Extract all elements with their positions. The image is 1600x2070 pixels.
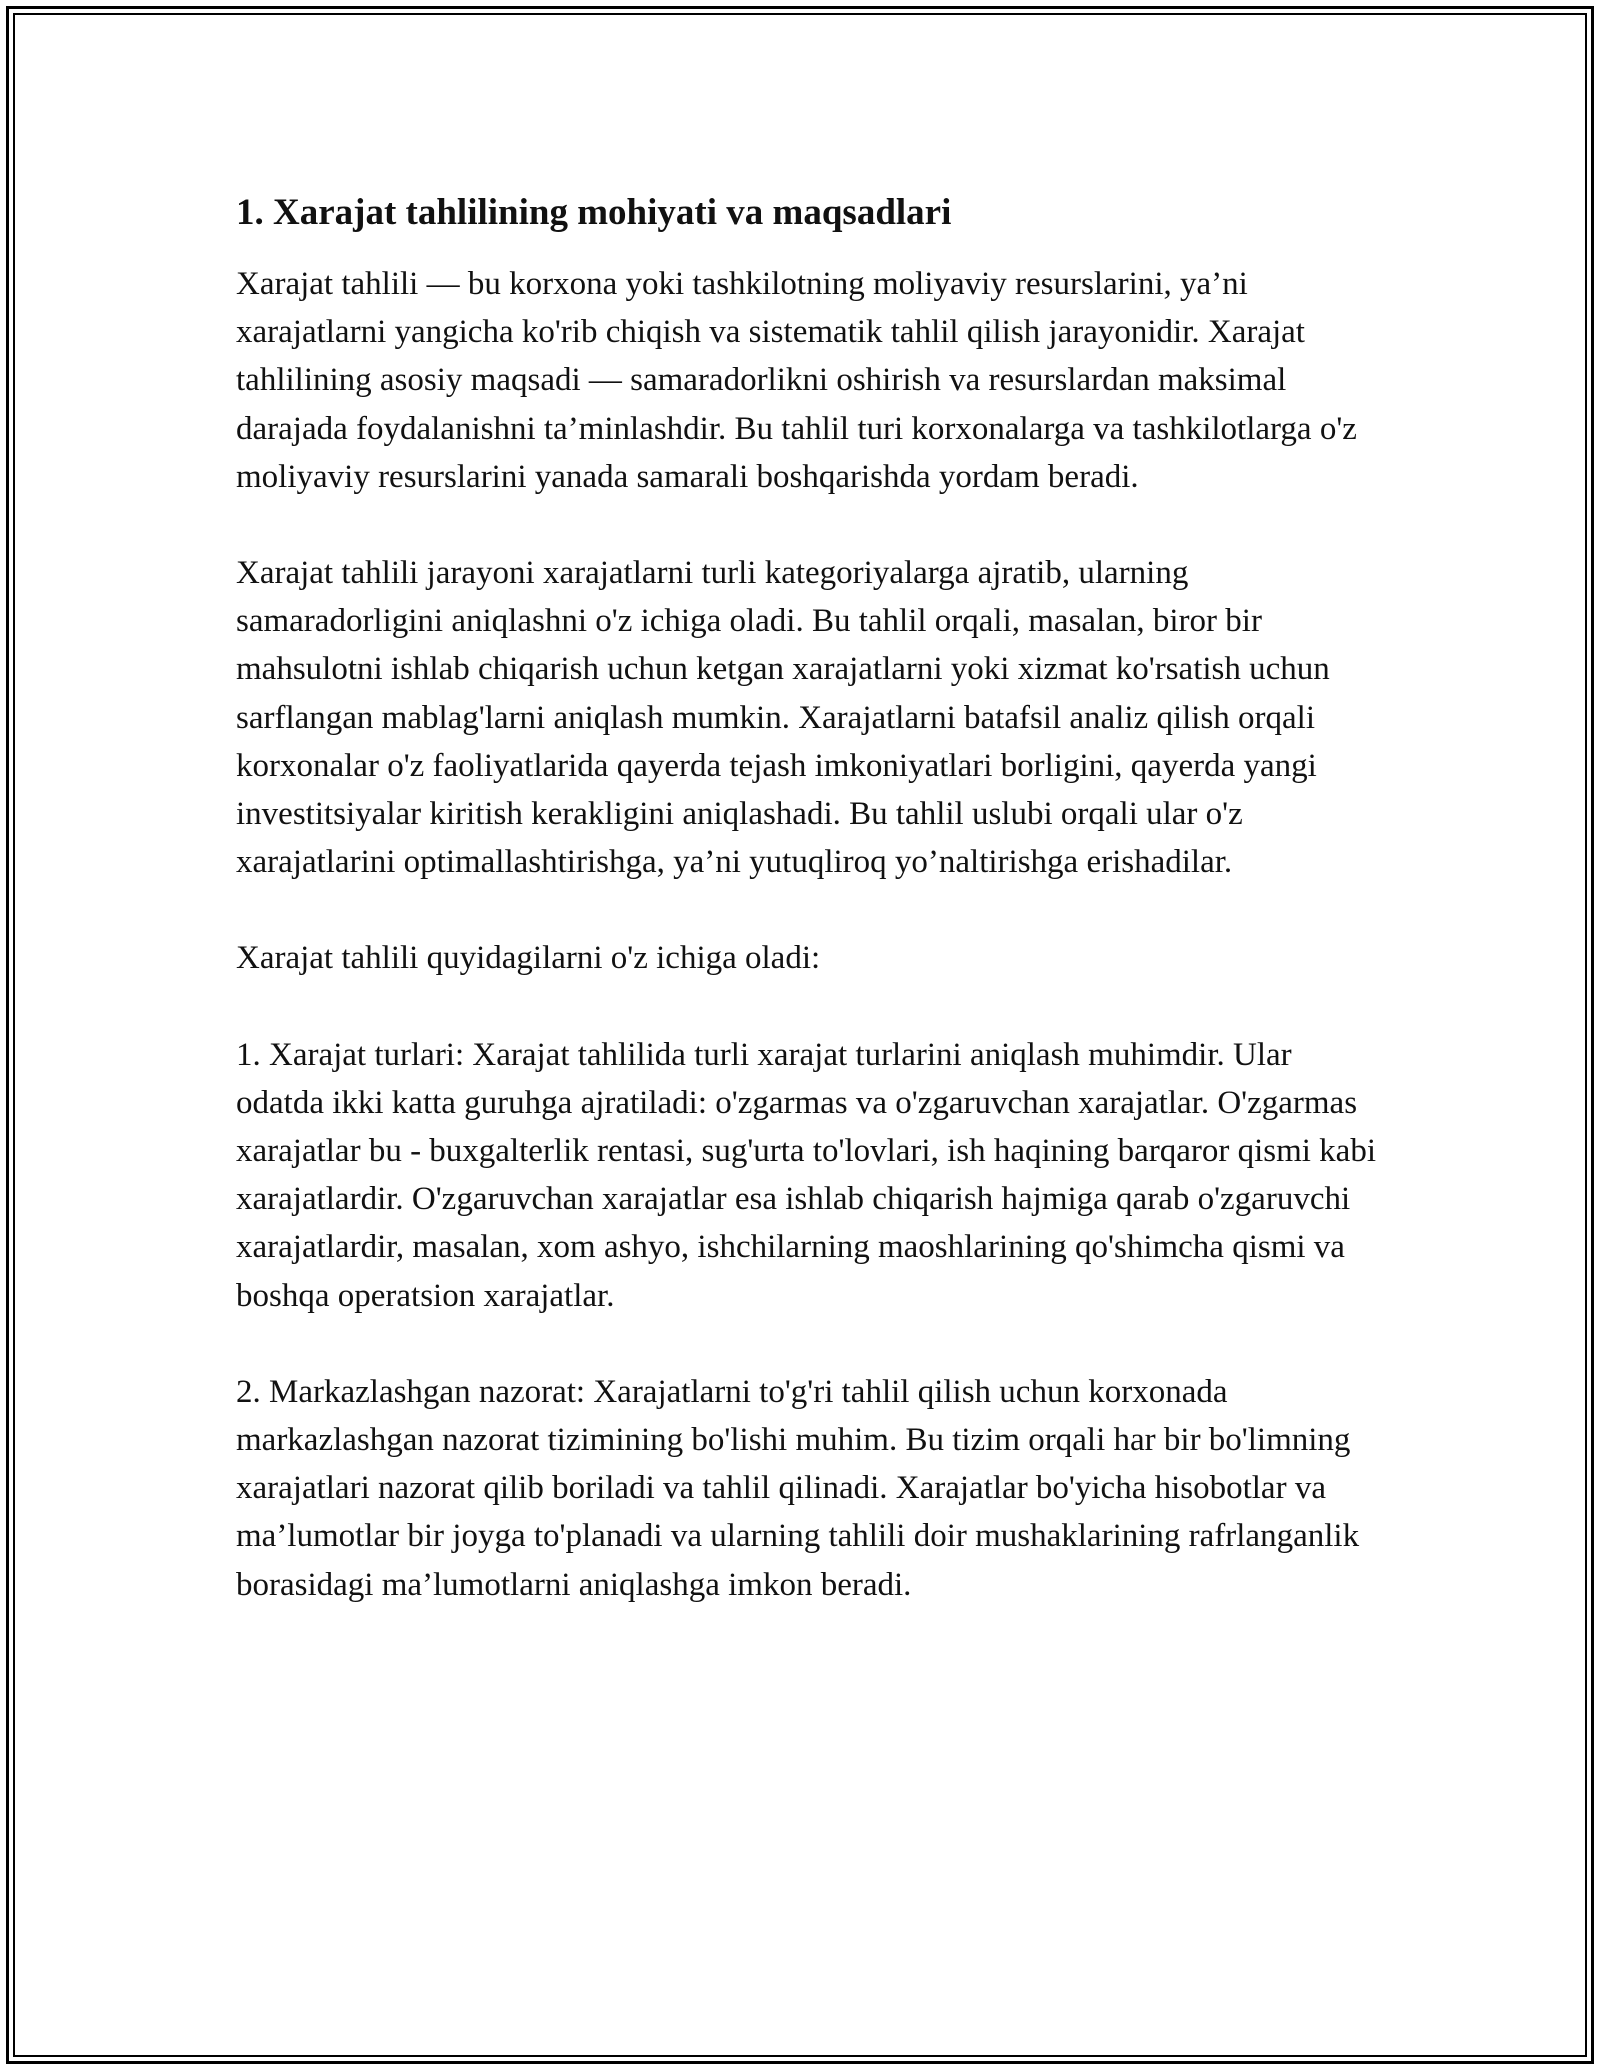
paragraph-item-2: 2. Markazlashgan nazorat: Xarajatlarni to'g'ri tahlil qilish uchun korxonada markazlashgan nazorat tizimining bo'lishi muhim. Bu tizim orqali har bir bo'limning xarajatlari nazorat qilib boriladi va tahlil qilinadi. Xarajatlar bo'yicha hisobotlar va ma’lumotlar bir joyga to'planadi va ularning tahlili doir mushaklarining rafrlanganlik borasidagi ma’lumotlarni aniqlashga imkon beradi. — [236, 1373, 1360, 1603]
section-heading: 1. Xarajat tahlilining mohiyati va maqsadlari — [236, 192, 952, 233]
paragraph-intro: Xarajat tahlili — bu korxona yoki tashkilotning moliyaviy resurslarini, ya’ni xarajatlarni yangicha ko'rib chiqish va sistematik tahlil qilish jarayonidir. Xarajat tahlilining asosiy maqsadi — samaradorlikni oshirish va resurslardan maksimal darajada foydalanishni ta’minlashdir. Bu tahlil turi korxonalarga va tashkilotlarga o'z moliyaviy resurslarini yanada samarali boshqarishda yordam beradi. — [236, 266, 1357, 495]
paragraph-item-1: 1. Xarajat turlari: Xarajat tahlilida turli xarajat turlarini aniqlash muhimdir. Ular odatda ikki katta guruhga ajratiladi: o'zgarmas va o'zgaruvchan xarajatlar. O'zgarmas xarajatlar bu - buxgalterlik rentasi, sug'urta to'lovlari, ish haqining barqaror qismi kabi xarajatlardir. O'zgaruvchan xarajatlar esa ishlab chiqarish hajmiga qarab o'zgaruvchi xarajatlardir, masalan, xom ashyo, ishchilarning maoshlarining qo'shimcha qismi va boshqa operatsion xarajatlar. — [236, 1036, 1376, 1314]
paragraph-process: Xarajat tahlili jarayoni xarajatlarni turli kategoriyalarga ajratib, ularning samaradorligini aniqlashni o'z ichiga oladi. Bu tahlil orqali, masalan, biror bir mahsulotni ishlab chiqarish uchun ketgan xarajatlarni yoki xizmat ko'rsatish uchun sarflangan mablag'larni aniqlash mumkin. Xarajatlarni batafsil analiz qilish orqali korxonalar o'z faoliyatlarida qayerda tejash imkoniyatlari borligini, qayerda yangi investitsiyalar kiritish kerakligini aniqlashadi. Bu tahlil uslubi orqali ular o'z xarajatlarini optimallashtirishga, ya’ni yutuqliroq yo’naltirishga erishadilar. — [236, 555, 1330, 881]
paragraph-list-intro: Xarajat tahlili quyidagilarni o'z ichiga oladi: — [236, 940, 821, 977]
document-body — [236, 188, 1376, 1657]
